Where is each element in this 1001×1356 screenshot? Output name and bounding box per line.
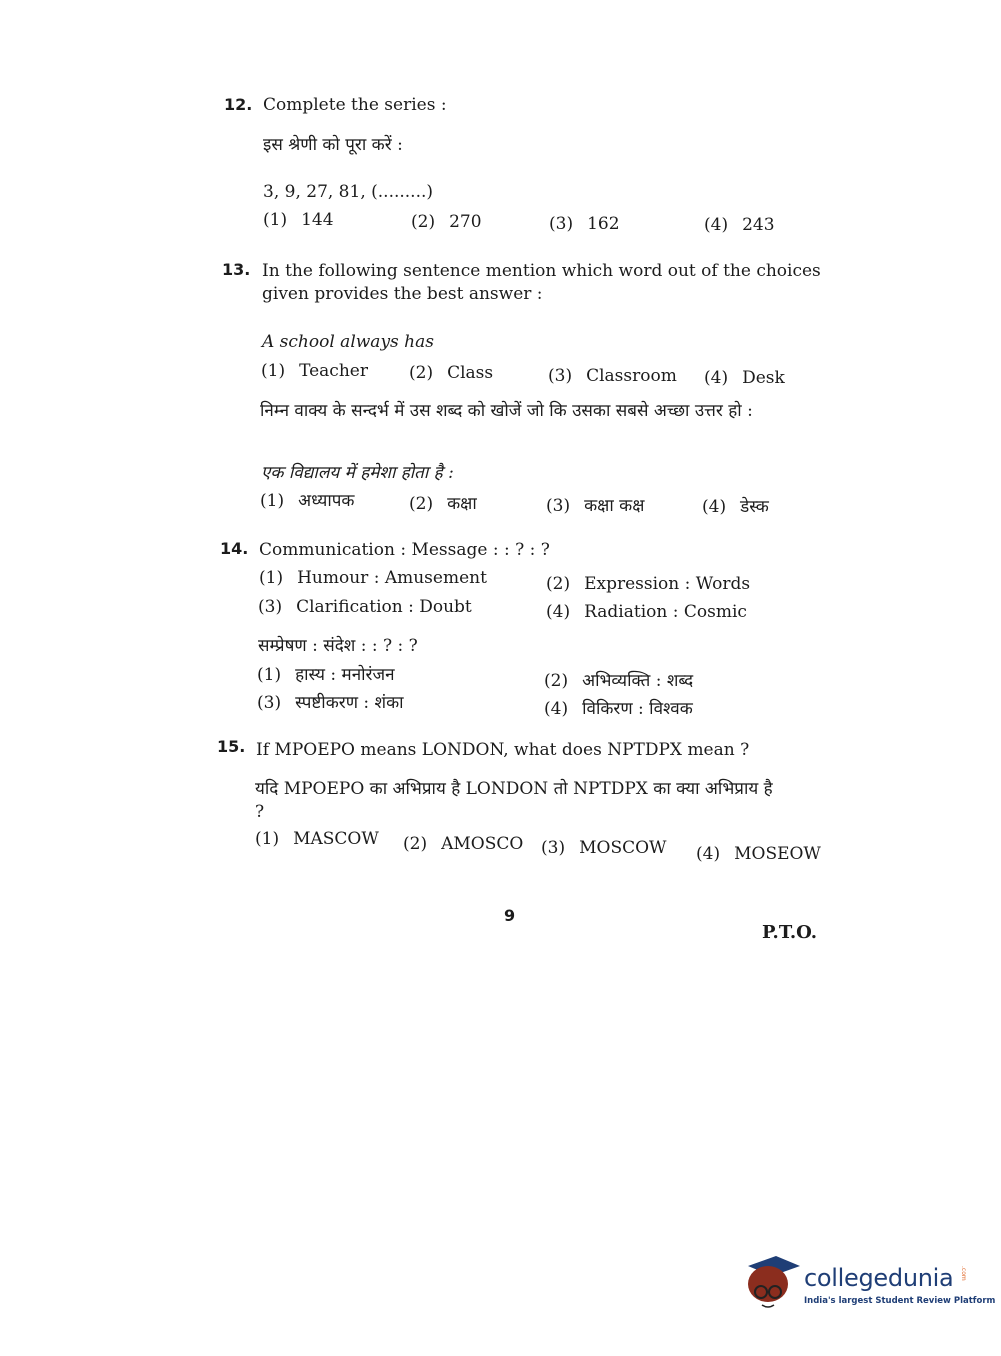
option-number: (1) (259, 568, 284, 588)
option-text: Classroom (586, 366, 677, 386)
option-number: (1) (261, 361, 286, 381)
mascot-icon (742, 1252, 802, 1312)
option-number: (1) (263, 210, 288, 230)
q13-option-1-hi[interactable] (260, 488, 354, 511)
q14-option-1-hi[interactable] (257, 662, 395, 685)
please-turn-over: P.T.O. (762, 922, 818, 943)
option-text: स्पष्टीकरण : शंका (295, 693, 404, 713)
option-text: डेस्क (740, 497, 769, 517)
q12-number: 12. (224, 95, 253, 114)
watermark-name: collegedunia (804, 1264, 954, 1292)
q13-option-4-hi[interactable] (702, 494, 769, 517)
q14-option-3-en[interactable] (258, 597, 472, 617)
option-number: (1) (255, 829, 280, 849)
option-number: (4) (702, 497, 727, 517)
q14-number: 14. (220, 539, 249, 558)
option-text: Desk (742, 368, 785, 388)
option-number: (4) (544, 699, 569, 719)
option-text: अभिव्यक्ति : शब्द (582, 671, 694, 691)
option-text: MOSCOW (579, 838, 667, 858)
q13-option-4-en[interactable] (704, 368, 785, 388)
option-text: 144 (301, 210, 334, 230)
option-text: 243 (742, 215, 775, 235)
q13-option-1-en[interactable] (261, 361, 368, 381)
q12-option-4[interactable] (704, 215, 775, 235)
q13-option-2-en[interactable] (409, 363, 493, 383)
q13-option-3-hi[interactable] (546, 493, 644, 516)
q13-option-2-hi[interactable] (409, 491, 477, 514)
q14-text-hi: सम्प्रेषण : संदेश : : ? : ? (258, 636, 418, 656)
q15-option-1[interactable] (255, 829, 379, 849)
q15-number: 15. (217, 737, 246, 756)
option-text: कक्षा (447, 494, 477, 514)
option-number: (2) (544, 671, 569, 691)
option-text: Radiation : Cosmic (584, 602, 747, 622)
option-number: (2) (409, 494, 434, 514)
option-number: (4) (546, 602, 571, 622)
option-text: Humour : Amusement (297, 568, 487, 588)
q14-option-3-hi[interactable] (257, 690, 404, 713)
option-text: Teacher (299, 361, 368, 381)
q13-option-3-en[interactable] (548, 366, 677, 386)
option-text: हास्य : मनोरंजन (295, 665, 395, 685)
option-number: (3) (549, 214, 574, 234)
q15-option-2[interactable] (403, 834, 523, 854)
q15-option-3[interactable] (541, 838, 667, 858)
q12-option-3[interactable] (549, 214, 620, 234)
q14-option-1-en[interactable] (259, 568, 487, 588)
q12-series: 3, 9, 27, 81, (.........) (263, 182, 434, 202)
option-number: (3) (258, 597, 283, 617)
q15-option-4[interactable] (696, 844, 821, 864)
collegedunia-watermark (742, 1250, 996, 1310)
option-text: कक्षा कक्ष (584, 496, 645, 516)
option-text: AMOSCO (441, 834, 524, 854)
q14-option-2-en[interactable] (546, 574, 750, 594)
option-number: (1) (260, 491, 285, 511)
q13-sentence-hi: एक विद्यालय में हमेशा होता है : (261, 463, 454, 483)
q13-number: 13. (222, 260, 251, 279)
q14-option-4-hi[interactable] (544, 696, 693, 719)
q14-option-2-hi[interactable] (544, 668, 693, 691)
option-number: (3) (546, 496, 571, 516)
q14-option-4-en[interactable] (546, 602, 747, 622)
q15-text-en: If MPOEPO means LONDON, what does NPTDPX mean ? (256, 740, 750, 760)
q14-text-en: Communication : Message : : ? : ? (259, 540, 550, 560)
option-text: MASCOW (293, 829, 379, 849)
option-number: (2) (403, 834, 428, 854)
q12-text-hi: इस श्रेणी को पूरा करें : (263, 135, 403, 155)
option-number: (4) (704, 368, 729, 388)
option-number: (3) (257, 693, 282, 713)
option-number: (2) (411, 212, 436, 232)
option-number: (1) (257, 665, 282, 685)
q12-option-1[interactable] (263, 210, 334, 230)
option-number: (3) (548, 366, 573, 386)
option-text: विकिरण : विश्वक (582, 699, 693, 719)
q13-sentence-en: A school always has (262, 332, 434, 352)
option-text: 270 (449, 212, 482, 232)
q15-text-hi: यदि MPOEPO का अभिप्राय है LONDON तो NPTDPX का क्या अभिप्राय है ? (255, 779, 773, 822)
q12-text-en: Complete the series : (263, 95, 447, 115)
option-text: Expression : Words (584, 574, 751, 594)
q13-text-hi: निम्न वाक्य के सन्दर्भ में उस शब्द को खोजें जो कि उसका सबसे अच्छा उत्तर हो : (260, 401, 753, 421)
option-number: (4) (696, 844, 721, 864)
option-text: अध्यापक (298, 491, 355, 511)
q12-option-2[interactable] (411, 212, 482, 232)
option-text: Clarification : Doubt (296, 597, 472, 617)
page-number: 9 (504, 906, 516, 925)
watermark-tagline: India's largest Student Review Platform (804, 1296, 996, 1306)
option-number: (2) (409, 363, 434, 383)
option-number: (3) (541, 838, 566, 858)
watermark-com: .com (960, 1266, 967, 1281)
option-number: (2) (546, 574, 571, 594)
option-number: (4) (704, 215, 729, 235)
option-text: Class (447, 363, 494, 383)
option-text: MOSEOW (734, 844, 821, 864)
q13-text-en: In the following sentence mention which word out of the choices given provides the best answer : (262, 261, 821, 304)
option-text: 162 (587, 214, 620, 234)
